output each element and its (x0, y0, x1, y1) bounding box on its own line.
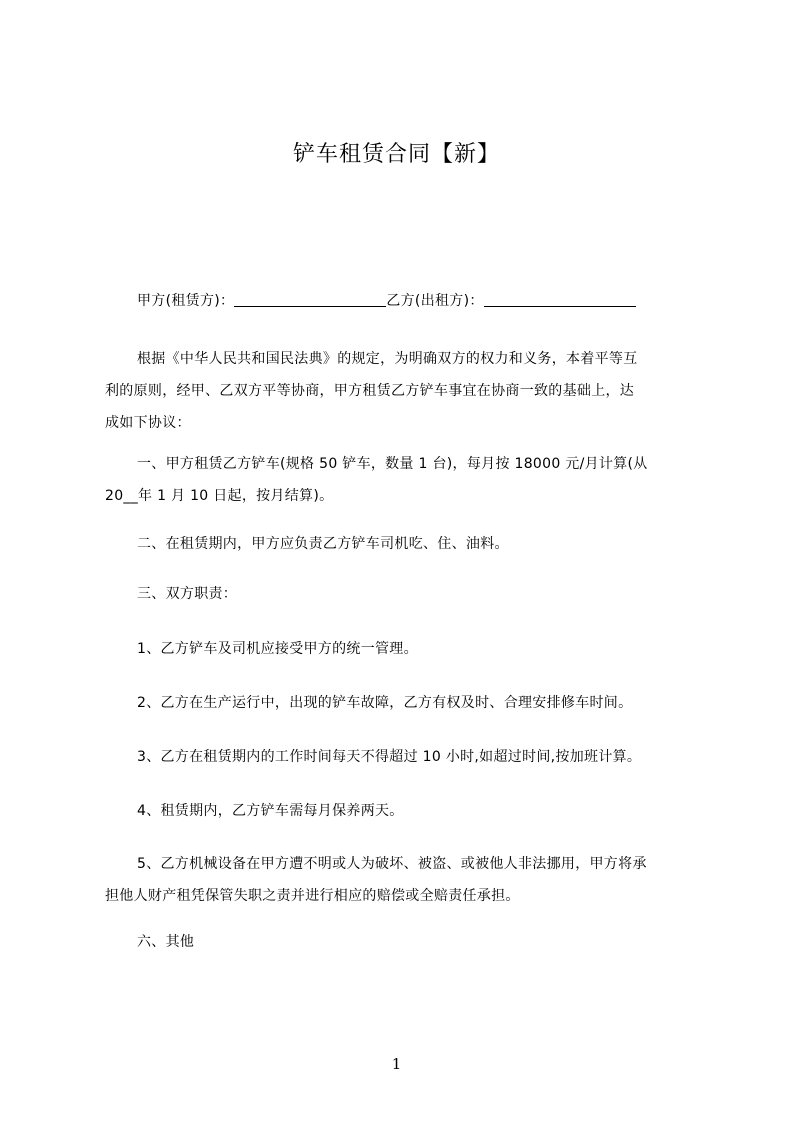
parties-line (137, 285, 697, 317)
duty-item-1: 1、乙方铲车及司机应接受甲方的统一管理。 (137, 641, 418, 657)
duty-item-4: 4、租赁期内，乙方铲车需每月保养两天。 (137, 803, 404, 819)
document-title: 铲车租赁合同【新】 (292, 142, 500, 167)
preamble-paragraph (105, 343, 710, 439)
duty-item-5-line-2: 担他人财产租凭保管失职之责并进行相应的赔偿或全赔责任承担。 (105, 888, 520, 904)
party-b-blank[interactable] (484, 292, 636, 307)
clause-1-paragraph (105, 448, 710, 512)
clause-2-paragraph: 二、在租赁期内，甲方应负责乙方铲车司机吃、住、油料。 (137, 536, 509, 552)
clause-6-heading: 六、其他 (137, 934, 195, 950)
duty-item-5-line-1: 5、乙方机械设备在甲方遭不明或人为破坏、被盗、或被他人非法挪用，甲方将承 (137, 856, 647, 872)
page-number: 1 (391, 1055, 402, 1073)
duty-item-5-paragraph (105, 848, 710, 912)
party-b-label: 乙方(出租方)： (386, 293, 484, 309)
clause-1-line-2: 20__年 1 月 10 日起，按月结算)。 (105, 488, 334, 504)
party-a-label: 甲方(租赁方)： (137, 293, 235, 309)
duty-item-2: 2、乙方在生产运行中，出现的铲车故障，乙方有权及时、合理安排修车时间。 (137, 695, 633, 711)
party-a-blank[interactable] (234, 292, 386, 307)
clause-1-line-1: 一、甲方租赁乙方铲车(规格 50 铲车，数量 1 台)，每月按 18000 元/月计算(从 (137, 456, 648, 472)
preamble-line-2: 利的原则，经甲、乙双方平等协商，甲方租赁乙方铲车事宜在协商一致的基础上，达 (105, 383, 635, 399)
preamble-line-1: 根据《中华人民共和国民法典》的规定，为明确双方的权力和义务，本着平等互 (137, 351, 638, 367)
duty-item-3: 3、乙方在租赁期内的工作时间每天不得超过 10 小时,如超过时间,按加班计算。 (137, 749, 642, 765)
preamble-line-3: 成如下协议： (105, 415, 191, 431)
clause-3-heading: 三、双方职责： (137, 586, 238, 602)
